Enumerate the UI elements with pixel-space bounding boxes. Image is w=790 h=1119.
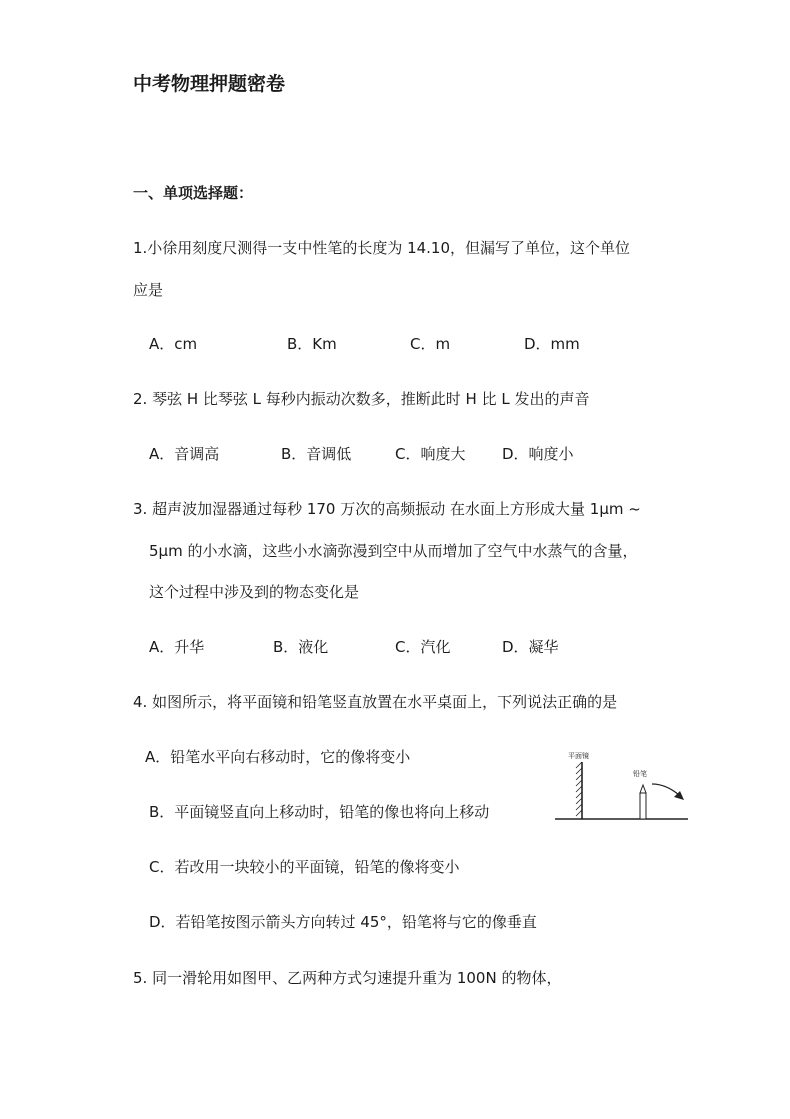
question-3-option-a: A．升华 <box>149 638 205 656</box>
mirror-pencil-figure <box>552 748 692 824</box>
question-3-text-line2: 5μm 的小水滴，这些小水滴弥漫到空中从而增加了空气中水蒸气的含量， <box>149 542 638 560</box>
question-5-text-line1: 5. 同一滑轮用如图甲、乙两种方式匀速提升重为 100N 的物体， <box>133 969 562 987</box>
question-1-text-line2: 应是 <box>133 281 164 299</box>
pencil-label: 铅笔 <box>633 770 647 778</box>
question-1-option-a: A．cm <box>149 335 198 353</box>
page-title: 中考物理押题密卷 <box>133 73 286 95</box>
question-3-text-line3: 这个过程中涉及到的物态变化是 <box>149 583 360 601</box>
question-1-option-c: C．m <box>410 335 451 353</box>
question-4-option-c: C．若改用一块较小的平面镜，铅笔的像将变小 <box>149 858 460 876</box>
question-2-text-line1: 2. 琴弦 H 比琴弦 L 每秒内振动次数多，推断此时 H 比 L 发出的声音 <box>133 390 590 408</box>
question-2-option-a: A．音调高 <box>149 445 220 463</box>
rotation-arrow <box>652 784 679 795</box>
question-4-option-b: B．平面镜竖直向上移动时，铅笔的像也将向上移动 <box>149 803 490 821</box>
question-4-text-line1: 4. 如图所示，将平面镜和铅笔竖直放置在水平桌面上，下列说法正确的是 <box>133 693 618 711</box>
question-3-option-b: B．液化 <box>273 638 329 656</box>
question-2-option-d: D．响度小 <box>502 445 574 463</box>
question-3-text-line1: 3. 超声波加湿器通过每秒 170 万次的高频振动 在水面上方形成大量 1μm ~ <box>133 500 641 518</box>
section-heading: 一、单项选择题： <box>133 184 254 202</box>
question-1-text-line1: 1.小徐用刻度尺测得一支中性笔的长度为 14.10，但漏写了单位，这个单位 <box>133 239 631 257</box>
question-1-option-d: D．mm <box>524 335 580 353</box>
mirror-hatching <box>576 762 582 816</box>
question-4-option-a: A．铅笔水平向右移动时，它的像将变小 <box>145 748 411 766</box>
question-3-option-d: D．凝华 <box>502 638 559 656</box>
mirror-label: 平面镜 <box>568 752 589 760</box>
pencil <box>640 785 646 819</box>
question-3-option-c: C．汽化 <box>395 638 451 656</box>
question-4-option-d: D．若铅笔按图示箭头方向转过 45°，铅笔将与它的像垂直 <box>149 913 537 931</box>
question-2-option-b: B．音调低 <box>281 445 352 463</box>
question-1-option-b: B．Km <box>287 335 337 353</box>
question-2-option-c: C．响度大 <box>395 445 466 463</box>
